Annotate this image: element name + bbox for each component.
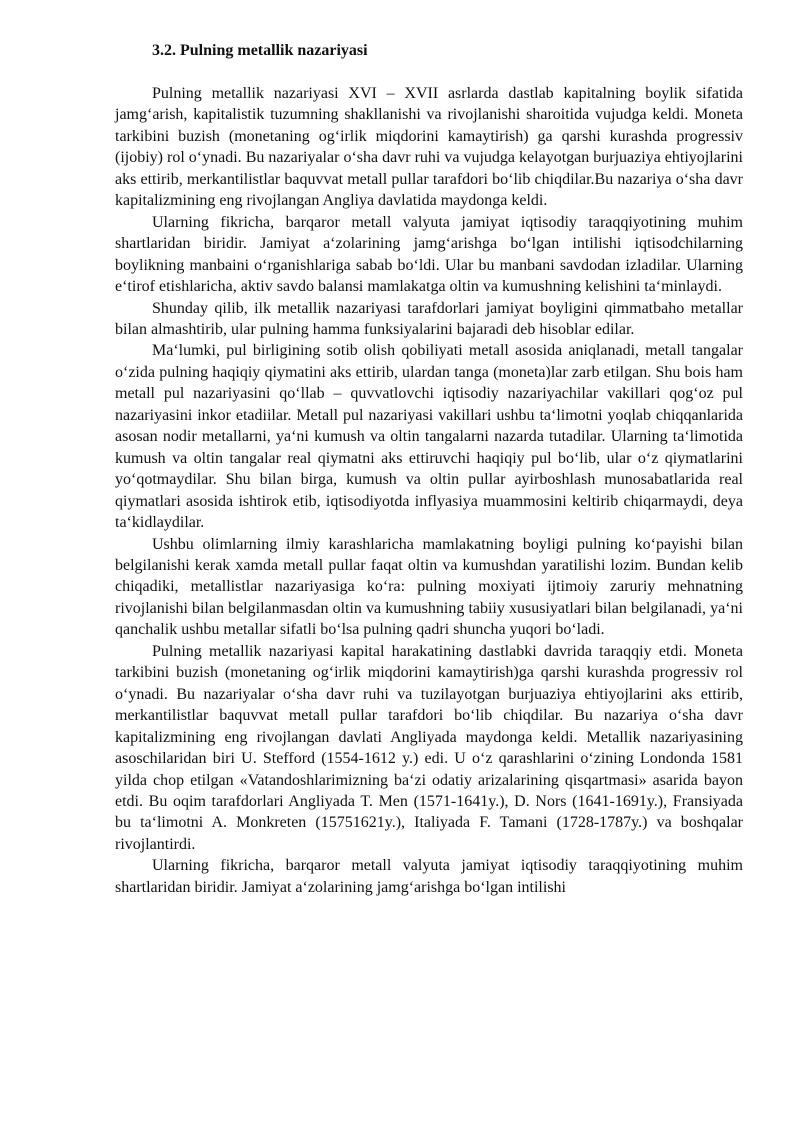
- section-heading: 3.2. Pulning metallik nazariyasi: [152, 42, 368, 59]
- heading-spacer: [115, 62, 743, 83]
- paragraph-6: Pulning metallik nazariyasi kapital harakatining dastlabki davrida taraqqiy etdi. Moneta tarkibini buzish (monetaning og‘irlik miqdorini kamaytirish)ga qarshi kurashda progressiv rol o‘ynadi. Bu nazariyalar o‘sha davr ruhi va tuzilayotgan burjuaziya ehtiyojlarini aks ettirib, merkantilistlar baquvvat metall pullar tarafdori bo‘lib chiqdilar. Bu nazariya o‘sha davr kapitalizmining eng rivojlangan davlati Angliyada maydonga keldi. Metallik nazariyasining asoschilaridan biri U. Stefford (1554-1612 y.) edi. U o‘z qarashlarini o‘zining Londonda 1581 yilda chop etilgan «Vatandoshlarimizning ba‘zi odatiy arizalarining qisqartmasi» asarida bayon etdi. Bu oqim tarafdorlari Angliyada T. Men (1571-1641y.), D. Nors (1641-1691y.), Fransiyada bu ta‘limotni A. Monkreten (15751621y.), Italiyada F. Tamani (1728-1787y.) va boshqalar rivojlantirdi.: [115, 642, 743, 853]
- paragraph-5: Ushbu olimlarning ilmiy karashlaricha mamlakatning boyligi pulning ko‘payishi bilan belgilanishi kerak xamda metall pullar faqat oltin va kumushdan yaratilishi lozim. Bundan kelib chiqadiki, metallistlar nazariyasiga ko‘ra: pulning moxiyati ijtimoiy zaruriy mehnatning rivojlanishi bilan belgilanmasdan oltin va kumushning tabiiy xususiyatlari bilan belgilanadi, ya‘ni qanchalik ushbu metallar sifatli bo‘lsa pulning qadri shuncha yuqori bo‘ladi.: [115, 535, 743, 639]
- paragraph-3: Shunday qilib, ilk metallik nazariyasi tarafdorlari jamiyat boyligini qimmatbaho metallar bilan almashtirib, ular pulning hamma funksiyalarini bajaradi deb hisoblar edilar.: [115, 299, 743, 338]
- paragraph-7: Ularning fikricha, barqaror metall valyuta jamiyat iqtisodiy taraqqiyotining muhim shartlaridan biridir. Jamiyat a‘zolarining jamg‘arishga bo‘lgan intilishi: [115, 857, 743, 896]
- paragraph-1: Pulning metallik nazariyasi XVI – XVII asrlarda dastlab kapitalning boylik sifatida jamg‘arish, kapitalistik tuzumning shakllanishi va rivojlanishi sharoitida vujudga keldi. Moneta tarkibini buzish (monetaning og‘irlik miqdorini kamaytirish) ga qarshi kurashda progressiv (ijobiy) rol o‘ynadi. Bu nazariyalar o‘sha davr ruhi va vujudga kelayotgan burjuaziya ehtiyojlarini aks ettirib, merkantilistlar baquvvat metall pullar tarafdori bo‘lib chiqdilar.Bu nazariya o‘sha davr kapitalizmining eng rivojlangan Angliya davlatida maydonga keldi.: [115, 85, 743, 210]
- document-page: [115, 40, 743, 898]
- paragraph-4: Ma‘lumki, pul birligining sotib olish qobiliyati metall asosida aniqlanadi, metall tangalar o‘zida pulning haqiqiy qiymatini aks ettirib, ulardan tanga (moneta)lar zarb etilgan. Shu bois ham metall pul nazariyasini qo‘llab – quvvatlovchi iqtisodiy nazariyachilar vakillari qog‘oz pul nazariyasini inkor etadiilar. Metall pul nazariyasi vakillari ushbu ta‘limotni yoqlab chiqqanlarida asosan nodir metallarni, ya‘ni kumush va oltin tangalarni nazarda tutadilar. Ularning ta‘limotida kumush va oltin tangalar real qiymatni aks ettiruvchi haqiqiy pul bo‘lib, ular o‘z qiymatlarini yo‘qotmaydilar. Shu bilan birga, kumush va oltin pullar ayirboshlash munosabatlarida real qiymatlari asosida ishtirok etib, iqtisodiyotda inflyasiya muammosini keltirib chiqarmaydi, deya ta‘kidlaydilar.: [115, 342, 743, 532]
- paragraph-2: Ularning fikricha, barqaror metall valyuta jamiyat iqtisodiy taraqqiyotining muhim shartlaridan biridir. Jamiyat a‘zolarining jamg‘arishga bo‘lgan intilishi iqtisodchilarning boylikning manbaini o‘rganishlariga sabab bo‘ldi. Ular bu manbani savdodan izladilar. Ularning e‘tirof etishlaricha, aktiv savdo balansi mamlakatga oltin va kumushning kelishini ta‘minlaydi.: [115, 213, 743, 296]
